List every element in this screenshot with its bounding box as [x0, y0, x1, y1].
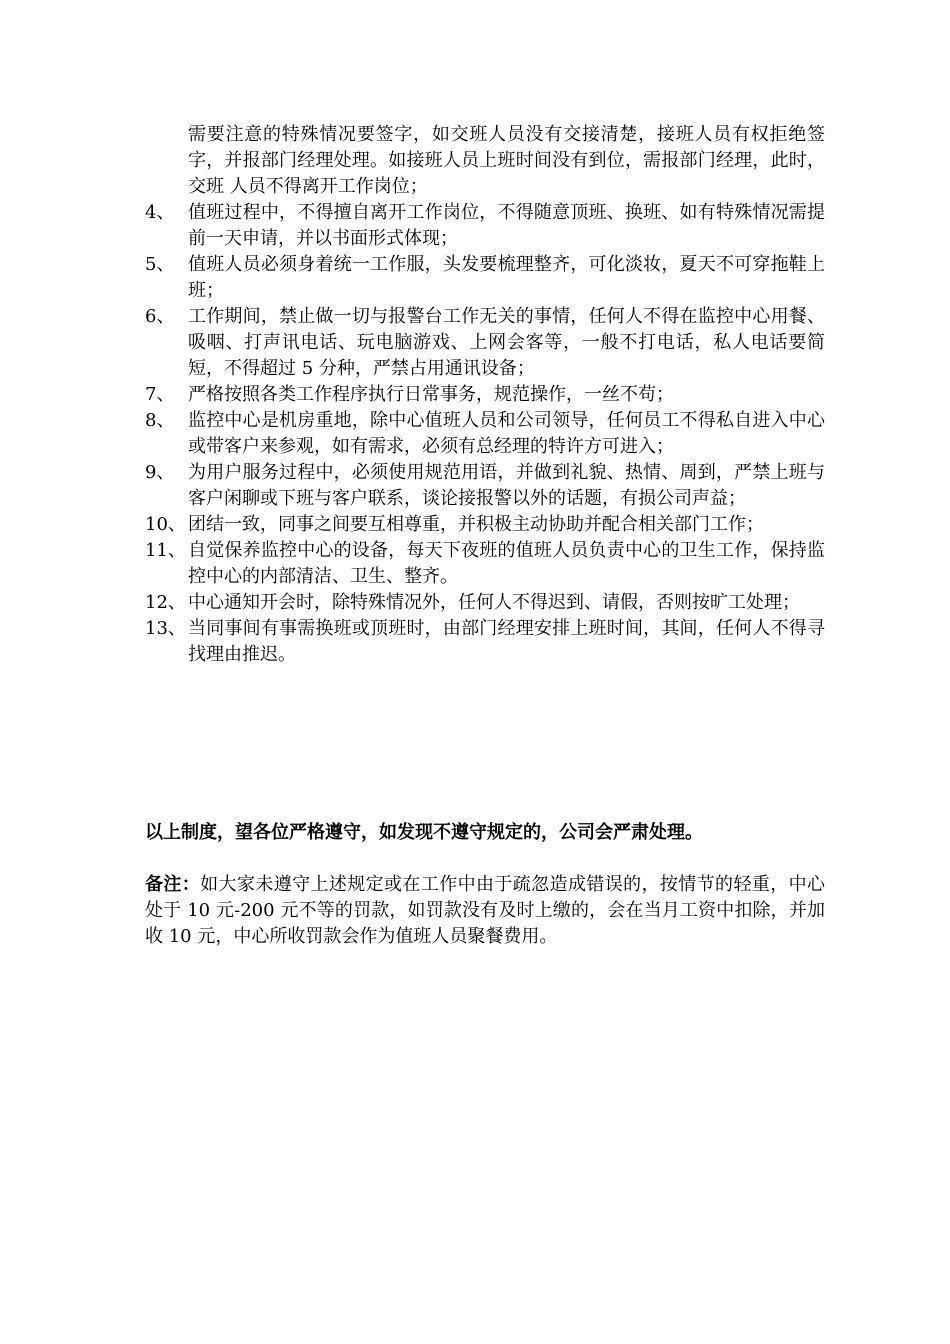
note-paragraph	[145, 872, 825, 950]
note-text: 如大家未遵守上述规定或在工作中由于疏忽造成错误的，按情节的轻重，中心处于 10 元-200 元不等的罚款，如罚款没有及时上缴的，会在当月工资中扣除，并加收 10 元，中心所收罚款会作为值班人员聚餐费用。	[145, 874, 826, 947]
continuation-text: 需要注意的特殊情况要签字，如交班人员没有交接清楚，接班人员有权拒绝签字，并报部门经理处理。如接班人员上班时间没有到位，需报部门经理，此时，交班 人员不得离开工作岗位；	[188, 124, 825, 197]
list-item	[145, 200, 825, 252]
item-number: 9、	[145, 462, 175, 483]
list-item	[145, 460, 825, 512]
item-text: 值班过程中，不得擅自离开工作岗位，不得随意顶班、换班、如有特殊情况需提前一天申请，并以书面形式体现；	[188, 202, 825, 249]
item-text: 值班人员必须身着统一工作服，头发要梳理整齐，可化淡妆，夏天不可穿拖鞋上班；	[188, 254, 825, 301]
item-number: 7、	[145, 384, 175, 405]
item-number: 6、	[145, 306, 175, 327]
list-item	[145, 538, 825, 590]
list-item	[145, 252, 825, 304]
rules-list	[145, 122, 825, 668]
item-number: 4、	[145, 202, 175, 223]
item-number: 11、	[145, 540, 186, 561]
item-text: 工作期间，禁止做一切与报警台工作无关的事情，任何人不得在监控中心用餐、吸咽、打声讯电话、玩电脑游戏、上网会客等，一般不打电话，私人电话要简短，不得超过 5 分种，严禁占用通讯设备；	[188, 306, 825, 379]
list-item	[145, 408, 825, 460]
item-text: 为用户服务过程中，必须使用规范用语，并做到礼貌、热情、周到，严禁上班与客户闲聊或下班与客户联系，谈论接报警以外的话题，有损公司声益；	[188, 462, 825, 509]
conclusion-statement: 以上制度，望各位严格遵守，如发现不遵守规定的，公司会严肃处理。	[145, 822, 703, 843]
item-text: 严格按照各类工作程序执行日常事务，规范操作，一丝不苟；	[188, 384, 674, 405]
item-text: 当同事间有事需换班或顶班时，由部门经理安排上班时间，其间，任何人不得寻找理由推迟。	[188, 618, 825, 665]
list-item	[145, 512, 825, 538]
item-number: 13、	[145, 618, 186, 639]
item-number: 12、	[145, 592, 186, 613]
item-text: 中心通知开会时，除特殊情况外，任何人不得迟到、请假，否则按旷工处理；	[188, 592, 800, 613]
list-item	[145, 304, 825, 382]
note-label: 备注：	[145, 874, 201, 895]
list-item-continuation	[145, 122, 825, 200]
list-item	[145, 616, 825, 668]
item-text: 监控中心是机房重地，除中心值班人员和公司领导，任何员工不得私自进入中心或带客户来参观，如有需求，必须有总经理的特许方可进入；	[188, 410, 825, 457]
item-number: 10、	[145, 514, 186, 535]
item-number: 5、	[145, 254, 175, 275]
item-text: 团结一致，同事之间要互相尊重，并积极主动协助并配合相关部门工作；	[188, 514, 764, 535]
list-item	[145, 382, 825, 408]
item-text: 自觉保养监控中心的设备，每天下夜班的值班人员负责中心的卫生工作，保持监控中心的内部清洁、卫生、整齐。	[188, 540, 825, 587]
item-number: 8、	[145, 410, 175, 431]
list-item	[145, 590, 825, 616]
